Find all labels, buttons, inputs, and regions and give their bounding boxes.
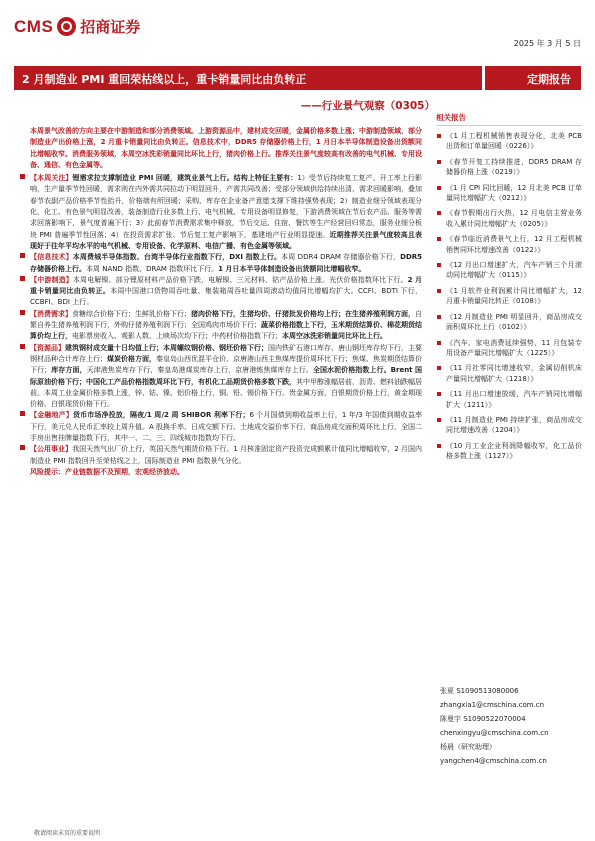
related-report-item[interactable] bbox=[436, 208, 582, 229]
related-report-title: 《11 月制造业 PMI 持续扩张，商品房成交同比增速改善（1204）》 bbox=[446, 415, 582, 435]
square-bullet-icon bbox=[20, 445, 25, 450]
square-bullet-icon bbox=[437, 315, 441, 319]
section-text: 本周 DDR4 DRAM 存储器价格下行， bbox=[281, 253, 401, 262]
title-banner bbox=[14, 66, 581, 90]
section-text: 猪肉价格下行，生猪均价、仔猪批发价格均上行；在生猪养殖利润方面， bbox=[191, 309, 415, 318]
section-text: 本周费城半导体指数、台湾半导体行业指数下行，DXI 指数上行。 bbox=[72, 253, 282, 262]
main-content bbox=[30, 126, 422, 478]
related-report-title: 《春节临近消费景气上行，12 月工程机械销售同环比增速改善（0122）》 bbox=[446, 235, 582, 254]
square-bullet-icon bbox=[437, 418, 441, 422]
section-text: 天津港焦炭库存下行，秦皇岛港煤炭库存上行，京唐港炼焦煤库存上行。 bbox=[86, 366, 313, 375]
analyst-line: zhangxia1@cmschina.com.cn bbox=[440, 701, 545, 710]
report-subtitle: ——行业景气观察（0305） bbox=[300, 100, 435, 112]
section-paragraph bbox=[30, 410, 422, 444]
report-title: 2 月制造业 PMI 重回荣枯线以上，重卡销量同比由负转正 bbox=[22, 73, 307, 86]
sections-container bbox=[30, 173, 422, 467]
related-report-title: 《1 月工程机械销售表现分化，北美 PCB 出货和订单量回暖（0226）》 bbox=[446, 132, 582, 151]
section-tag: 【金融地产】 bbox=[30, 411, 73, 420]
section-text: 锂需求拉支撑制造业 PMI 回暖，建筑业景气上行。结构上特征主要有： bbox=[72, 174, 298, 183]
square-bullet-icon bbox=[437, 237, 441, 241]
square-bullet-icon bbox=[437, 211, 441, 215]
report-date: 2025 年 3 月 5 日 bbox=[513, 39, 581, 48]
square-bullet-icon bbox=[437, 392, 441, 396]
analyst-line: 张夏 S1090513080006 bbox=[440, 687, 519, 695]
square-bullet-icon bbox=[20, 344, 25, 349]
related-report-item[interactable] bbox=[436, 234, 582, 255]
square-bullet-icon bbox=[437, 341, 441, 345]
risk-warning: 风险提示：产业链数据不及预期，宏观经济波动。 bbox=[30, 467, 184, 476]
square-bullet-icon bbox=[437, 263, 441, 267]
square-bullet-icon bbox=[20, 411, 25, 416]
related-report-item[interactable] bbox=[436, 260, 582, 281]
cms-logo bbox=[14, 16, 140, 37]
section-text: 国内铁矿石港口库存、唐山钢坯库存均下行，主要钢材品种合计库存上行； bbox=[30, 343, 422, 363]
section-text: 建筑钢材成交量十日均值上行；本周螺纹钢价格、钢坯价格下行； bbox=[65, 343, 268, 352]
section-text: 其中甲醇涨幅居前，沥青、燃料油跌幅居前。本周工业金属价格多数上涨，锌、钴、镍、铝价格上行，铜、铅、锡价格下行。贵金属方面，白银期货价格上行，黄金期现价格、白银现货价格下行。 bbox=[30, 377, 422, 409]
related-report-item[interactable] bbox=[436, 441, 582, 462]
section-text: 食糖综合价格下行；生鲜乳价格下行； bbox=[72, 309, 191, 318]
related-report-item[interactable] bbox=[436, 338, 582, 359]
section-text: 本周空冰洗彩销量同比环比上行。 bbox=[282, 332, 387, 341]
related-reports-title: 相关报告 bbox=[436, 112, 582, 126]
related-report-item[interactable] bbox=[436, 415, 582, 436]
section-paragraph bbox=[30, 173, 422, 252]
section-tag: 【中游制造】 bbox=[30, 275, 73, 284]
section-tag: 【信息技术】 bbox=[30, 253, 73, 262]
analyst-line: 杨晨（研究助理） bbox=[440, 743, 496, 752]
banner-divider bbox=[482, 66, 485, 90]
section-paragraph bbox=[30, 309, 422, 343]
section-paragraph bbox=[30, 252, 422, 275]
related-report-title: 《1 月 CPI 同比回暖，12 月北美 PCB 订单量同比增幅扩大（0212）》 bbox=[446, 183, 582, 203]
related-report-item[interactable] bbox=[436, 363, 582, 384]
square-bullet-icon bbox=[20, 276, 25, 281]
related-report-title: 《1 月软件业利润累计同比增幅扩大，12 月重卡销量同比转正（0108）》 bbox=[446, 286, 582, 306]
square-bullet-icon bbox=[437, 134, 441, 138]
square-bullet-icon bbox=[20, 253, 25, 258]
related-report-title: 《汽车、家电消费延续强势，11 月包装专用设备产量同比增幅扩大（1225）》 bbox=[446, 338, 582, 357]
section-text: 近期推荐关注景气度较高且表现好于往年平均水平的电气机械、专用设备、化学原料、电信广播、有色金属等领域。 bbox=[30, 230, 423, 250]
related-report-item[interactable] bbox=[436, 312, 582, 333]
section-text: 1）受节后持续复工复产、开工率上行影响，生产量季节性回暖，需求则在内外需共同拉动下明显回升，产需共同改善；受部分领域供给持续出清、需求回暖影响，叠加春节农副产品价格季节性抬升，价格端有所回暖；采购、库存在企业备产意愿支撑下维持强势表现；2）制造业细分领域表现分化，化工、有色景气明显改善，装备制造行业多数上行，电气机械、专用设备明显修复，下游消费领域在节后农产品、服务等需求回落影响下，景气度普遍下行；3）此前春节消费需求集中释放，节后交运、住宿、餐饮等生产经营回归常态，服务业细分板块 PMI 普遍季节性回落；4）在投资需求扩张、节后复工复产影响下，基建地产行业明显提速。 bbox=[30, 174, 423, 239]
square-bullet-icon bbox=[437, 366, 441, 370]
logo-icon bbox=[57, 17, 76, 36]
section-text: 2 月重卡销量同比由负转正。 bbox=[30, 275, 423, 296]
report-type: 定期报告 bbox=[527, 73, 571, 86]
section-text: 本周 NAND 指数、DRAM 指数环比下行。 bbox=[86, 264, 219, 273]
related-report-title: 《12 月出口增速扩大，汽车产销三个月滚动同比增幅扩大（0115）》 bbox=[446, 261, 582, 280]
section-tag: 【资源品】 bbox=[30, 343, 65, 352]
square-bullet-icon bbox=[437, 289, 441, 293]
analyst-line: chenxingyu@cmschina.com.cn bbox=[440, 729, 549, 738]
related-report-item[interactable] bbox=[436, 183, 582, 204]
section-paragraph bbox=[30, 343, 422, 411]
related-report-item[interactable] bbox=[436, 389, 582, 410]
section-text: 全国水泥价格指数上行。Brent 国际原油价格下行；中国化工产品价格指数周环比下行，有机化工品期货价格多数下跌， bbox=[30, 366, 423, 386]
related-report-item[interactable] bbox=[436, 157, 582, 178]
section-text: 煤炭价格方面， bbox=[107, 354, 156, 363]
logo-cn-text: 招商证券 bbox=[80, 18, 141, 36]
square-bullet-icon bbox=[437, 444, 441, 448]
section-paragraph bbox=[30, 275, 422, 309]
section-text: 秦皇岛山西优混平仓价、京唐港山西主焦煤库提价周环比下行；焦煤、焦炭期货结算价下行； bbox=[30, 354, 422, 375]
related-reports bbox=[436, 112, 582, 462]
analyst-block bbox=[440, 684, 580, 769]
section-text: 电影票房收入、观影人数、上映场次均下行；中药材价格指数下行； bbox=[72, 332, 282, 341]
section-tag: 【本周关注】 bbox=[30, 174, 73, 183]
square-bullet-icon bbox=[20, 310, 25, 315]
section-text: 货币市场净投放，隔夜/1 周/2 周 SHIBOR 利率下行； bbox=[72, 411, 250, 420]
section-text: 本周中国港口货物周吞吐量、集装箱周吞吐量四周滚动均值同比增幅均扩大。CCFI、BDTI 下行，CCBFI、BDI 上行。 bbox=[30, 287, 423, 307]
related-report-item[interactable] bbox=[436, 286, 582, 307]
section-text: 我国天然气出厂价上行，英国天然气期货价格下行。1 月核准固定资产投资完成额累计值同比增幅收窄，2 月国内制造业 PMI 指数回升至荣枯线之上，国际制造业 PMI 指数景气分化。 bbox=[30, 445, 423, 465]
related-report-item[interactable] bbox=[436, 131, 582, 152]
section-text: 蔬菜价格指数上下行，玉米期货结算价、棉花期货结算价均上行， bbox=[30, 321, 422, 341]
analyst-line: 陈曼宇 S1090522070004 bbox=[440, 715, 526, 724]
section-tag: 【消费需求】 bbox=[30, 309, 72, 318]
section-text: 自繁自养生猪养殖利润下行，外购仔猪养殖利润下行；全国鸡肉市场价下行； bbox=[30, 309, 422, 330]
logo-text: CMS bbox=[14, 16, 54, 36]
square-bullet-icon bbox=[437, 186, 441, 190]
square-bullet-icon bbox=[20, 174, 25, 179]
section-text: 1 月日本半导体制造设备出货额同比增幅收窄。 bbox=[218, 264, 366, 273]
related-report-title: 《11 月社零同比增速收窄，金属切削机床产量同比增幅扩大（1218）》 bbox=[446, 364, 582, 383]
related-report-title: 《12 月制造业 PMI 明显回升，商品房成交面积周环比上行（0102）》 bbox=[446, 312, 582, 332]
related-report-title: 《10 月工业企业利润降幅收窄，化工品价格多数上涨（1127）》 bbox=[446, 441, 582, 461]
related-report-title: 《春节假期出行火热，12 月电信主营业务收入累计同比增幅扩大（0205）》 bbox=[446, 209, 582, 228]
section-text: 库存方面， bbox=[51, 366, 87, 375]
page-header bbox=[14, 6, 581, 46]
section-text: 6 个月国债到期收益率上行，1 年/3 年国债到期收益率下行，美元兑人民币汇率较上周升值。A 股换手率、日成交额下行。土地成交溢价率下行，商品房成交面积周环比上行，全国二手房出售挂牌量指数下行，其中一、二、三、四线城市指数均下行。 bbox=[30, 411, 423, 443]
related-reports-list bbox=[436, 131, 582, 462]
section-text: 本周电解镍、部分锂原材料产品价格下跌，电解镍、三元材料、钴产品价格上涨。光伏价格指数环比下行。 bbox=[72, 275, 408, 284]
related-report-title: 《春节开复工持续推进，DDR5 DRAM 存储器价格上涨（0219）》 bbox=[446, 157, 582, 177]
section-tag: 【公用事业】 bbox=[30, 445, 73, 454]
section-paragraph bbox=[30, 444, 422, 467]
analyst-line: yangchen4@cmschina.com.cn bbox=[440, 757, 547, 766]
section-text: DDR5 存储器价格上行。 bbox=[30, 253, 423, 273]
abstract: 本周景气改善的方向主要在中游制造和部分消费领域。上游资源品中，建材成交回暖，金属价格多数上涨；中游制造领域，部分制造业产出价格上涨，2 月重卡销量同比由负转正。信息技术中，DDR5 存储器价格上行，1 月日本半导体制造设备出货额同比增幅收窄。消费服务领域，本周空冰洗彩销量同比环比上行，猪肉价格上行。推荐关注景气度较高有改善的电气机械、专用设备、通信、有色金属等。 bbox=[30, 127, 422, 169]
footer-note: 敬请阅读末页的重要说明 bbox=[34, 830, 101, 837]
square-bullet-icon bbox=[437, 160, 441, 164]
related-report-title: 《11 月出口增速放缓，汽车产销同比增幅扩大（1211）》 bbox=[446, 390, 582, 409]
